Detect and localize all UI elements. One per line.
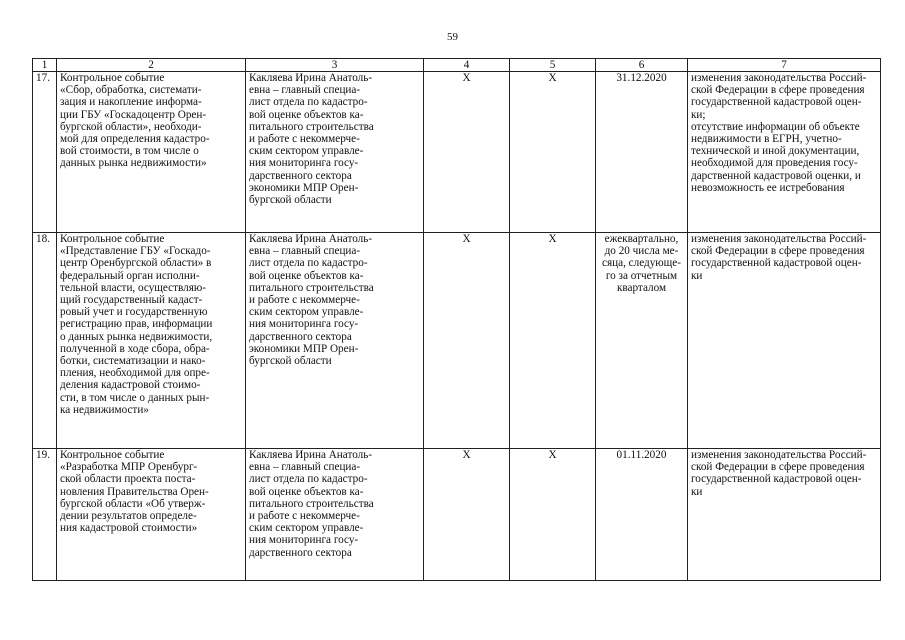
cell-text-line: ской Федерации в сфере проведения — [691, 245, 865, 258]
cell-text-line: ской области проекта поста- — [60, 473, 196, 486]
cell-text-line: о данных рынка недвижимости, — [60, 330, 213, 343]
cell-text-line: тельной власти, осуществляю- — [60, 281, 206, 294]
cell-text-line: Контрольное событие — [60, 233, 165, 245]
risk-cell — [688, 449, 881, 581]
cell-text-line: сти, в том числе о данных рын- — [60, 391, 210, 404]
cell-text-line: ния кадастровой стоимости» — [60, 522, 198, 535]
column-5-cell: Х — [510, 233, 596, 449]
column-header-4: 4 — [424, 59, 510, 72]
cell-text-line: полученной в ходе сбора, обра- — [60, 342, 210, 355]
cell-text-line: ния мониторинга госу- — [249, 534, 359, 547]
cell-text-line: евна – главный специа- — [249, 245, 361, 258]
cell-text-line: изменения законодательства Россий- — [691, 72, 867, 84]
cell-text-line: дении результатов определе- — [60, 510, 197, 523]
table-row — [33, 449, 881, 581]
column-header-5: 5 — [510, 59, 596, 72]
cell-text-line: лист отдела по кадастро- — [249, 96, 368, 109]
cell-text-line: технической и иной документации, — [691, 145, 860, 158]
cell-text-line: дарственного сектора — [249, 330, 352, 343]
cell-text-line: изменения законодательства Россий- — [691, 449, 867, 461]
event-cell — [57, 233, 246, 449]
event-cell — [57, 72, 246, 233]
cell-text-line: ровый учет и государственную — [60, 306, 208, 319]
cell-text-line: государственной кадастровой оцен- — [691, 96, 862, 109]
cell-text-line: ским сектором управле- — [249, 145, 364, 158]
cell-text-line: пления, необходимой для опре- — [60, 367, 210, 380]
deadline-cell — [596, 449, 688, 581]
cell-text-line: федеральный орган исполни- — [60, 269, 200, 282]
cell-text-line: вой стоимости, в том числе о — [60, 145, 199, 158]
cell-text-line: ботки, систематизации и нако- — [60, 355, 206, 368]
cell-text-line: лист отдела по кадастро- — [249, 257, 368, 270]
deadline-cell — [596, 233, 688, 449]
cell-text-line: вой оценке объектов ка- — [249, 108, 364, 121]
cell-text-line: Какляева Ирина Анатоль- — [249, 449, 373, 461]
cell-text-line: бургской области — [249, 355, 332, 368]
cell-text-line: ским сектором управле- — [249, 306, 364, 319]
cell-text-line: дарственного сектора — [249, 169, 352, 182]
column-5-cell: Х — [510, 72, 596, 233]
cell-text-line: Какляева Ирина Анатоль- — [249, 72, 373, 84]
cell-text-line: Какляева Ирина Анатоль- — [249, 233, 373, 245]
cell-text-line: экономики МПР Орен- — [249, 342, 359, 355]
cell-text-line: кварталом — [616, 281, 667, 294]
row-number: 19. — [33, 449, 57, 581]
column-header-7: 7 — [688, 59, 881, 72]
cell-text-line: ка недвижимости» — [60, 403, 149, 416]
cell-text-line: экономики МПР Орен- — [249, 181, 359, 194]
column-5-cell: Х — [510, 449, 596, 581]
column-header-2: 2 — [57, 59, 246, 72]
risk-cell — [688, 233, 881, 449]
cell-text-line: новления Правительства Орен- — [60, 485, 209, 498]
cell-text-line: ским сектором управле- — [249, 522, 364, 535]
cell-text-line: деления кадастровой стоимо- — [60, 379, 201, 392]
cell-text-line: 01.11.2020 — [616, 449, 667, 461]
cell-text-line: регистрацию прав, информации — [60, 318, 213, 331]
cell-text-line: «Сбор, обработка, системати- — [60, 84, 202, 97]
page-number: 59 — [447, 31, 458, 43]
cell-text-line: ки — [691, 485, 703, 498]
cell-text-line: сяца, следующе- — [602, 257, 681, 270]
cell-text-line: щий государственный кадаст- — [60, 294, 203, 307]
cell-text-line: «Представление ГБУ «Госкадо- — [60, 245, 211, 258]
cell-text-line: го за отчетным — [605, 269, 678, 282]
cell-text-line: питального строительства — [249, 281, 374, 294]
column-header-1: 1 — [33, 59, 57, 72]
deadline-cell — [596, 72, 688, 233]
cell-text-line: Контрольное событие — [60, 72, 165, 84]
cell-text-line: бургской области «Об утверж- — [60, 497, 206, 510]
cell-text-line: ки; — [691, 108, 706, 121]
cell-text-line: 31.12.2020 — [616, 72, 667, 84]
cell-text-line: дарственного сектора — [249, 546, 352, 559]
cell-text-line: недвижимости в ЕГРН, учетно- — [691, 133, 842, 146]
cell-text-line: вой оценке объектов ка- — [249, 269, 364, 282]
table-row — [33, 72, 881, 233]
cell-text-line: ской Федерации в сфере проведения — [691, 461, 865, 474]
cell-text-line: Контрольное событие — [60, 449, 165, 461]
cell-text-line: данных рынка недвижимости» — [60, 157, 207, 170]
column-header-6: 6 — [596, 59, 688, 72]
cell-text-line: и работе с некоммерче- — [249, 510, 360, 523]
column-4-cell: Х — [424, 233, 510, 449]
cell-text-line: и работе с некоммерче- — [249, 133, 360, 146]
responsible-cell — [246, 233, 424, 449]
cell-text-line: изменения законодательства Россий- — [691, 233, 867, 245]
header-row — [33, 59, 881, 72]
cell-text-line: ния мониторинга госу- — [249, 318, 359, 331]
cell-text-line: вой оценке объектов ка- — [249, 485, 364, 498]
column-header-3: 3 — [246, 59, 424, 72]
plan-table — [32, 58, 881, 581]
cell-text-line: евна – главный специа- — [249, 84, 361, 97]
responsible-cell — [246, 72, 424, 233]
cell-text-line: необходимой для проведения госу- — [691, 157, 858, 170]
cell-text-line: мой для определения кадастро- — [60, 133, 210, 146]
cell-text-line: отсутствие информации об объекте — [691, 120, 860, 133]
cell-text-line: ния мониторинга госу- — [249, 157, 359, 170]
cell-text-line: невозможность ее истребования — [691, 181, 845, 194]
cell-text-line: ки — [691, 269, 703, 282]
cell-text-line: государственной кадастровой оцен- — [691, 257, 862, 270]
cell-text-line: ежеквартально, — [604, 233, 679, 245]
table-row — [33, 233, 881, 449]
cell-text-line: ской Федерации в сфере проведения — [691, 84, 865, 97]
column-4-cell: Х — [424, 449, 510, 581]
risk-cell — [688, 72, 881, 233]
cell-text-line: дарственной кадастровой оценки, и — [691, 169, 861, 182]
cell-text-line: зация и накопление информа- — [60, 96, 202, 109]
cell-text-line: государственной кадастровой оцен- — [691, 473, 862, 486]
cell-text-line: ции ГБУ «Госкадоцентр Орен- — [60, 108, 207, 121]
cell-text-line: до 20 числа ме- — [604, 245, 679, 258]
row-number: 17. — [33, 72, 57, 233]
cell-text-line: бургской области — [249, 194, 332, 207]
cell-text-line: евна – главный специа- — [249, 461, 361, 474]
row-number: 18. — [33, 233, 57, 449]
event-cell — [57, 449, 246, 581]
cell-text-line: «Разработка МПР Оренбург- — [60, 461, 198, 474]
cell-text-line: питального строительства — [249, 120, 374, 133]
cell-text-line: и работе с некоммерче- — [249, 294, 360, 307]
cell-text-line: центр Оренбургской области» в — [60, 257, 212, 270]
cell-text-line: лист отдела по кадастро- — [249, 473, 368, 486]
column-4-cell: Х — [424, 72, 510, 233]
cell-text-line: питального строительства — [249, 497, 374, 510]
responsible-cell — [246, 449, 424, 581]
cell-text-line: бургской области», необходи- — [60, 120, 202, 133]
